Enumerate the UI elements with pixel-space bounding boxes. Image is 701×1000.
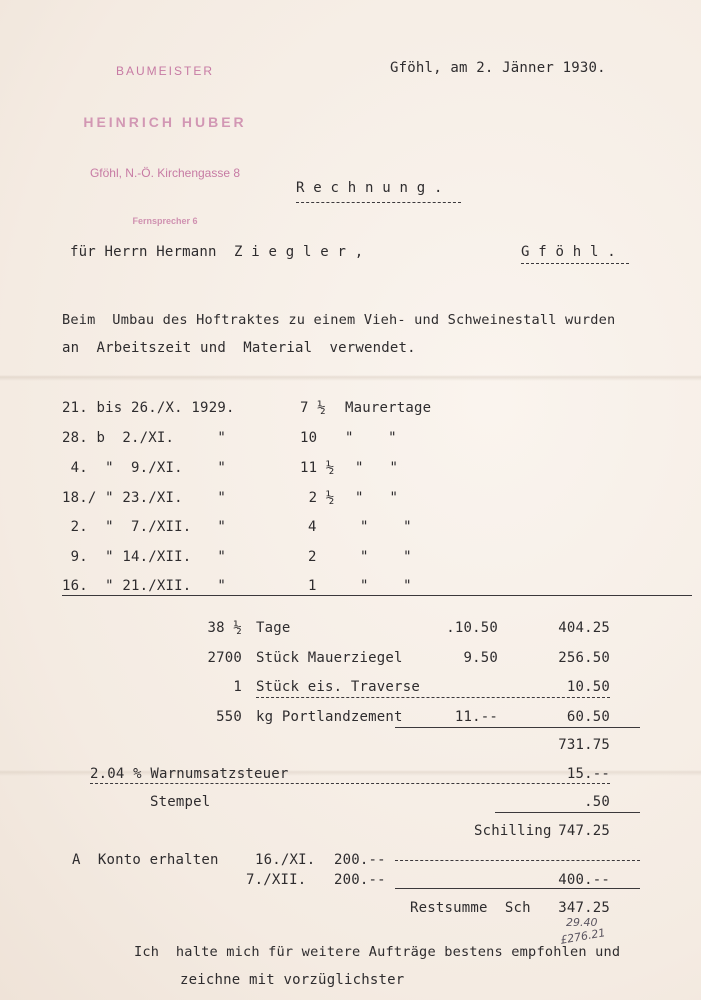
pencil-note-2: £276.21 — [559, 926, 607, 947]
advance-date-1: 16./XI. — [255, 852, 316, 868]
work-period-unit: Maurertage — [345, 400, 432, 416]
work-period-date: 2. " 7./XII. " — [62, 519, 226, 535]
recipient-place: G f ö h l . — [521, 244, 629, 264]
item-qty: 550 — [216, 709, 242, 725]
remainder-label: Restsumme Sch — [410, 900, 531, 916]
stamp-fee-amount: .50 — [584, 794, 610, 810]
work-period-date: 16. " 21./XII. " — [62, 578, 226, 594]
company-stamp — [50, 28, 280, 262]
item-qty: 1 — [233, 679, 242, 695]
work-periods-underline — [62, 595, 692, 596]
traverse-underline — [256, 697, 610, 698]
tax-amount: 15.-- — [566, 766, 610, 782]
work-period-days: 7 ½ — [300, 400, 326, 416]
tax-label: 2.04 % Warnumsatzsteuer — [90, 766, 289, 782]
work-period-unit: " " — [360, 519, 412, 535]
work-period-date: 18./ " 23./XI. " — [62, 490, 226, 506]
work-period-days: 2 — [308, 549, 317, 565]
work-period-days: 4 — [308, 519, 317, 535]
work-period-date: 4. " 9./XI. " — [62, 460, 226, 476]
intro-line-2: an Arbeitszeit und Material verwendet. — [62, 340, 416, 356]
item-qty: 38 ½ — [207, 620, 242, 636]
item-amount: 60.50 — [566, 709, 610, 725]
work-period-unit: " " — [360, 578, 412, 594]
work-period-unit: " " — [360, 549, 412, 565]
work-period-days: 2 ½ — [300, 490, 335, 506]
total-sum-line — [495, 812, 640, 813]
recipient-label: für Herrn Hermann Z i e g l e r , — [70, 244, 364, 260]
items-sum-line — [395, 727, 640, 728]
item-desc: Stück eis. Traverse — [256, 679, 420, 695]
intro-line-1: Beim Umbau des Hoftraktes zu einem Vieh- und Schweinestall wurden — [62, 312, 616, 328]
item-desc: Tage — [256, 620, 291, 636]
total-amount: 747.25 — [558, 823, 610, 839]
stamp-line-2: HEINRICH HUBER — [83, 114, 247, 130]
work-period-days: 10 — [300, 430, 318, 446]
advance-date-2: 7./XII. — [246, 872, 307, 888]
pencil-note-1: 29.40 — [566, 916, 598, 929]
stamp-fee-label: Stempel — [150, 794, 211, 810]
closing-line-1: Ich halte mich für weitere Aufträge bestens empfohlen und — [134, 944, 621, 960]
work-period-unit: " " — [355, 460, 399, 476]
stamp-line-4: Fernsprecher 6 — [132, 216, 198, 226]
total-label: Schilling — [474, 823, 552, 839]
work-period-date: 28. b 2./XI. " — [62, 430, 226, 446]
invoice-title: R e c h n u n g . — [296, 180, 461, 203]
date-line: Gföhl, am 2. Jänner 1930. — [390, 60, 606, 76]
subtotal-amount: 731.75 — [558, 737, 610, 753]
remainder-amount: 347.25 — [558, 900, 610, 916]
advance-amount-1: 200.-- — [334, 852, 386, 868]
item-unit-price: 9.50 — [463, 650, 498, 666]
advance-label: A Konto erhalten — [72, 852, 219, 868]
work-period-date: 21. bis 26./X. 1929. — [62, 400, 235, 416]
work-period-days: 11 ½ — [300, 460, 335, 476]
item-amount: 10.50 — [566, 679, 610, 695]
item-unit-price: .10.50 — [446, 620, 498, 636]
work-period-unit: " " — [345, 430, 397, 446]
item-qty: 2700 — [207, 650, 242, 666]
work-period-date: 9. " 14./XII. " — [62, 549, 226, 565]
item-amount: 256.50 — [558, 650, 610, 666]
advance-dash-line — [395, 860, 640, 861]
item-desc: kg Portlandzement — [256, 709, 403, 725]
item-unit-price: 11.-- — [454, 709, 498, 725]
tax-underline — [90, 783, 610, 784]
item-desc: Stück Mauerziegel — [256, 650, 403, 666]
work-period-days: 1 — [308, 578, 317, 594]
closing-line-2: zeichne mit vorzüglichster — [180, 972, 405, 988]
stamp-line-1: BAUMEISTER — [115, 64, 214, 78]
advance-amount-2: 200.-- — [334, 872, 386, 888]
stamp-line-3: Gföhl, N.-Ö. Kirchengasse 8 — [89, 166, 241, 180]
remainder-sum-line — [395, 888, 640, 889]
item-amount: 404.25 — [558, 620, 610, 636]
work-period-unit: " " — [355, 490, 399, 506]
advance-sum: 400.-- — [558, 872, 610, 888]
